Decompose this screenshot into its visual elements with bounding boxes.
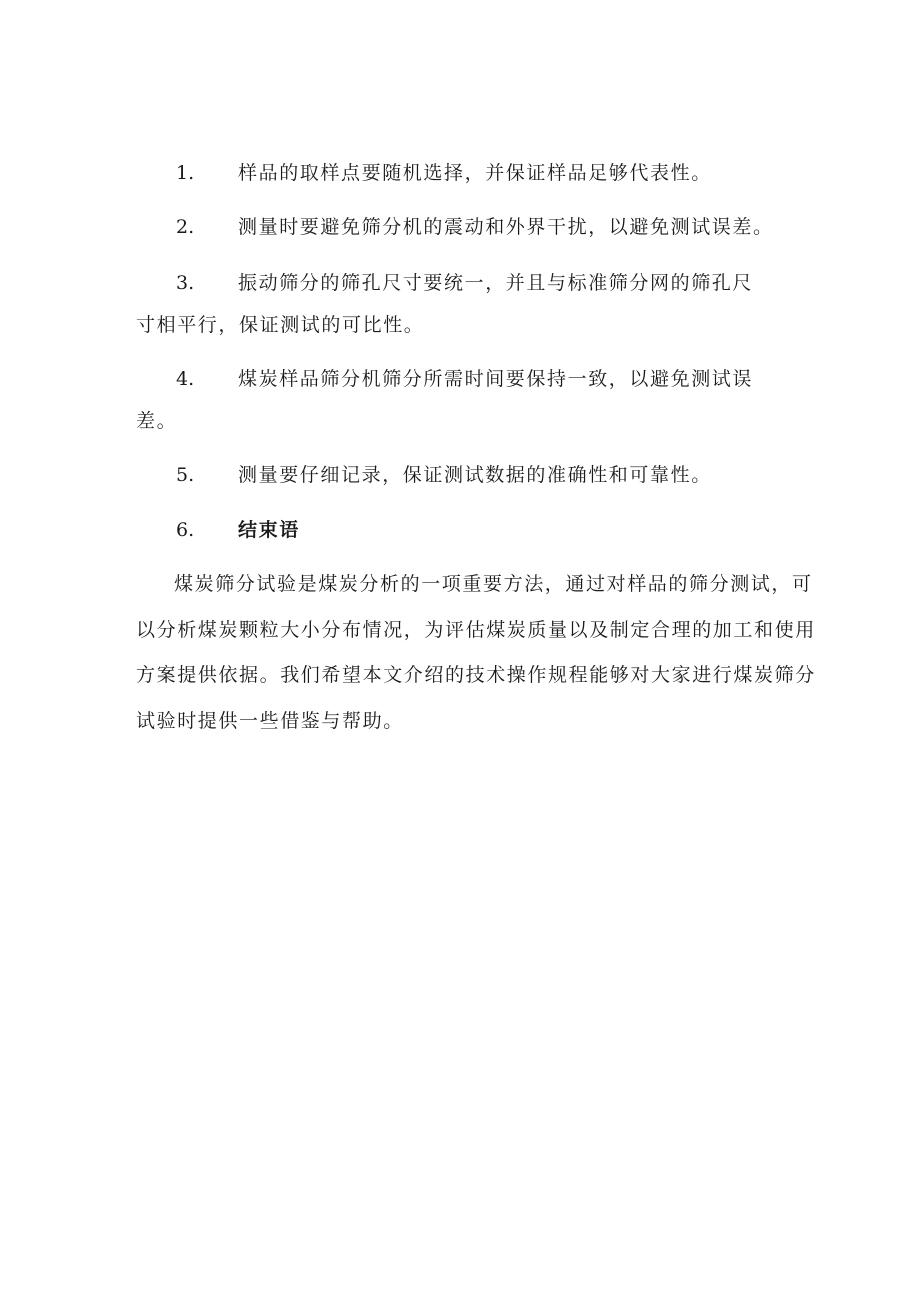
conclusion-paragraph xyxy=(136,562,816,744)
list-item-text-continued: 寸相平行，保证测试的可比性。 xyxy=(136,314,425,336)
list-item-4 xyxy=(136,356,796,444)
list-item-text: 煤炭样品筛分机筛分所需时间要保持一致，以避免测试误 xyxy=(238,368,754,390)
list-item-text: 样品的取样点要随机选择，并保证样品足够代表性。 xyxy=(238,162,712,184)
section-heading-text: 结束语 xyxy=(238,519,300,541)
list-item-number: 6. xyxy=(176,519,195,541)
list-item-number: 3. xyxy=(176,272,195,294)
paragraph-line: 煤炭筛分试验是煤炭分析的一项重要方法，通过对样品的筛分测试，可 xyxy=(174,573,813,595)
list-item-1 xyxy=(136,150,796,196)
section-heading-conclusion xyxy=(136,507,796,553)
paragraph-line: 方案提供依据。我们希望本文介绍的技术操作规程能够对大家进行煤炭筛分 xyxy=(136,664,816,686)
list-item-text: 测量时要避免筛分机的震动和外界干扰，以避免测试误差。 xyxy=(238,216,774,238)
list-item-number: 5. xyxy=(176,464,195,486)
list-item-2 xyxy=(136,204,796,250)
list-item-text-continued: 差。 xyxy=(136,410,178,432)
list-item-3 xyxy=(136,260,796,348)
list-item-number: 4. xyxy=(176,368,195,390)
list-item-5 xyxy=(136,452,796,498)
paragraph-line: 以分析煤炭颗粒大小分布情况，为评估煤炭质量以及制定合理的加工和使用 xyxy=(136,618,816,641)
paragraph-line: 试验时提供一些借鉴与帮助。 xyxy=(136,709,404,732)
list-item-number: 1. xyxy=(176,162,195,184)
list-item-text: 振动筛分的筛孔尺寸要统一，并且与标准筛分网的筛孔尺 xyxy=(238,272,754,294)
list-item-text: 测量要仔细记录，保证测试数据的准确性和可靠性。 xyxy=(238,464,712,486)
list-item-number: 2. xyxy=(176,216,195,238)
